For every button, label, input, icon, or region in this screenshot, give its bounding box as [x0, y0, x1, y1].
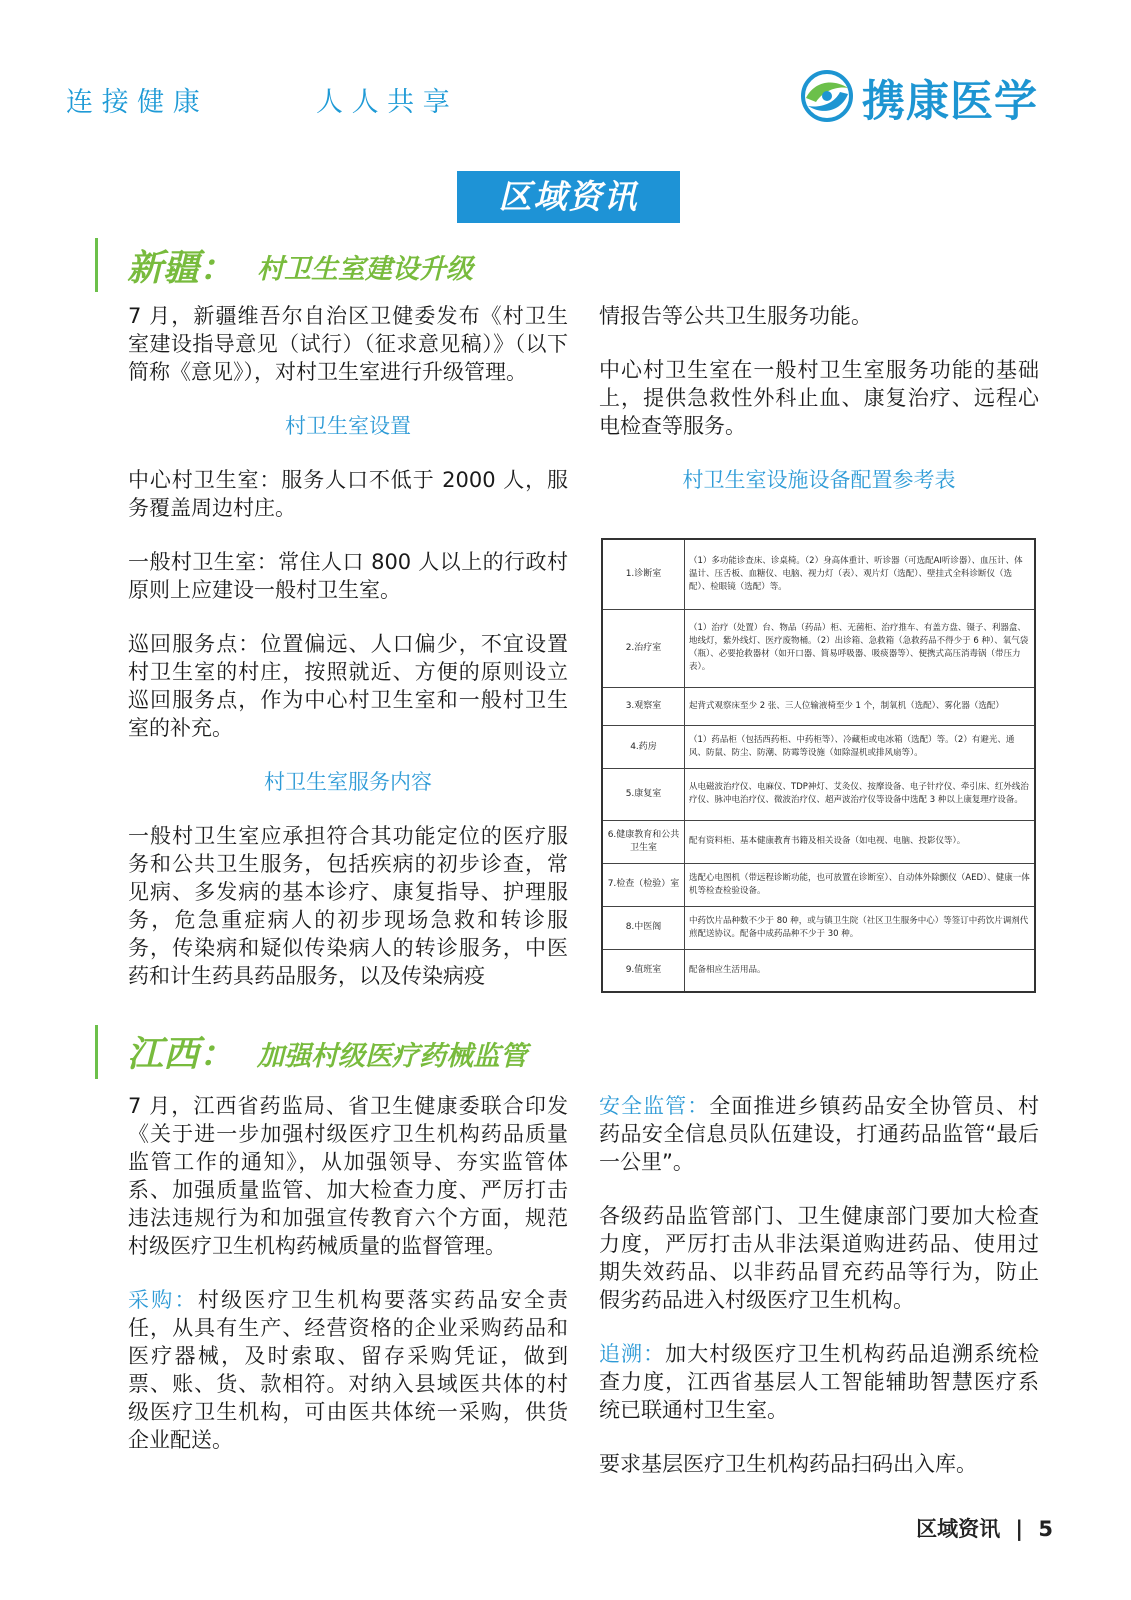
jiangxi-region-title: 江西：	[127, 1034, 236, 1075]
table-cell-room: 8.中医阁	[602, 906, 685, 949]
crackdown-text: 各级药品监管部门、卫生健康部门要加大检查力度，严厉打击从非法渠道购进药品、使用过期失效药品、以非药品冒充药品等行为，防止假劣药品进入村级医疗卫生机构。	[599, 1204, 1039, 1312]
table-row	[602, 687, 1035, 726]
table-cell-equipment: 起背式观察床至少 2 张、三人位输液椅至少 1 个，制氧机（选配）、雾化器（选配）	[685, 687, 1036, 726]
page-number: 5	[1038, 1517, 1053, 1541]
table-row	[602, 906, 1035, 949]
xinjiang-subtitle: 村卫生室建设升级	[257, 254, 473, 285]
services-text: 一般村卫生室应承担符合其功能定位的医疗服务和公共卫生服务，包括疾病的初步诊查，常见病、多发病的基本诊疗、康复指导、护理服务，危急重症病人的初步现场急救和转诊服务，传染病和疑似传染病人的转诊服务，中医药和计生药具药品服务，以及传染病疫	[128, 824, 568, 988]
table-row	[602, 539, 1035, 610]
jiangxi-right-column	[599, 1092, 1039, 1478]
section-banner: 区域资讯	[457, 171, 680, 223]
footer-separator: |	[1015, 1517, 1024, 1541]
trace-paragraph	[599, 1340, 1039, 1424]
safety-label: 安全监管：	[599, 1094, 710, 1118]
table-row	[602, 863, 1035, 906]
xinjiang-right-column	[599, 302, 1039, 494]
table-cell-equipment: （1）治疗（处置）台、物品（药品）柜、无菌柜、治疗推车、有盖方盘、镊子、利器盒、地线灯，紫外线灯、医疗废物桶。（2）出诊箱、急救箱（急救药品不得少于 6 种）、氧气袋（瓶）、必要抢救器材（如开口器、简易呼吸器、吸痰器等）、便携式高压消毒锅（带压力表）。	[685, 610, 1036, 687]
safety-paragraph	[599, 1092, 1039, 1176]
table-row	[602, 610, 1035, 687]
table-cell-room: 3.观察室	[602, 687, 685, 726]
services-subheading: 村卫生室服务内容	[264, 770, 432, 794]
xinjiang-region-title: 新疆：	[127, 248, 236, 289]
table-cell-room: 1.诊断室	[602, 539, 685, 610]
jiangxi-subtitle: 加强村级医疗药械监管	[257, 1041, 527, 1072]
table-row	[602, 949, 1035, 992]
footer-section: 区域资讯	[916, 1517, 1001, 1541]
table-row	[602, 726, 1035, 769]
settings-subheading: 村卫生室设置	[285, 414, 411, 438]
brand-logo	[798, 66, 1078, 126]
slogan-right: 人 人 共 享	[316, 87, 450, 118]
table-row	[602, 769, 1035, 821]
central-clinic-text: 中心村卫生室：服务人口不低于 2000 人，服务覆盖周边村庄。	[128, 468, 568, 520]
table-cell-equipment: （1）药品柜（包括西药柜、中药柜等）、冷藏柜或电冰箱（选配）等。（2）有避光、通风、防鼠、防尘、防潮、防霉等设施（如除湿机或排风扇等）。	[685, 726, 1036, 769]
purchase-label: 采购：	[128, 1288, 198, 1312]
slogan-left: 连 接 健 康	[66, 87, 200, 118]
table-cell-equipment: 选配心电图机（带远程诊断功能，也可放置在诊断室）、自动体外除颤仪（AED）、健康一体机等检查检验设备。	[685, 863, 1036, 906]
jiangxi-left-column	[128, 1092, 568, 1454]
jiangxi-intro: 7 月，江西省药监局、省卫生健康委联合印发《关于进一步加强村级医疗卫生机构药品质量监管工作的通知》，从加强领导、夯实监管体系、加强质量监管、加大检查力度、严厉打击违法违规行为和加强宣传教育六个方面，规范村级医疗卫生机构药械质量的监督管理。	[128, 1094, 568, 1258]
table-cell-equipment: 配备相应生活用品。	[685, 949, 1036, 992]
logo-hands-icon	[798, 68, 858, 124]
purchase-text: 村级医疗卫生机构要落实药品安全责任，从具有生产、经营资格的企业采购药品和医疗器械，及时索取、留存采购凭证，做到票、账、货、款相符。对纳入县域医共体的村级医疗卫生机构，可由医共体统一采购，供货企业配送。	[128, 1288, 569, 1452]
table-cell-room: 2.治疗室	[602, 610, 685, 687]
table-cell-room: 7.检查（检验）室	[602, 863, 685, 906]
table-cell-equipment: 从电磁波治疗仪、电麻仪、TDP神灯、艾灸仪、按摩设备、电子针疗仪、牵引床、红外线治疗仪、脉冲电治疗仪、微波治疗仪、超声波治疗仪等设备中选配 3 种以上康复理疗设备。	[685, 769, 1036, 821]
xinjiang-left-column	[128, 302, 568, 990]
purchase-paragraph	[128, 1286, 568, 1454]
table-cell-room: 6.健康教育和公共卫生室	[602, 820, 685, 863]
section-accent-bar	[95, 238, 98, 292]
logo-text: 携康医学	[862, 77, 1038, 127]
equipment-table	[601, 538, 1036, 993]
general-clinic-text: 一般村卫生室：常住人口 800 人以上的行政村原则上应建设一般村卫生室。	[128, 550, 568, 602]
table-cell-room: 9.值班室	[602, 949, 685, 992]
xinjiang-intro: 7 月，新疆维吾尔自治区卫健委发布《村卫生室建设指导意见（试行）（征求意见稿）》（以下简称《意见》），对村卫生室进行升级管理。	[128, 304, 568, 384]
central-services-text: 中心村卫生室在一般村卫生室服务功能的基础上，提供急救性外科止血、康复治疗、远程心电检查等服务。	[599, 358, 1039, 438]
patrol-point-text: 巡回服务点：位置偏远、人口偏少，不宜设置村卫生室的村庄，按照就近、方便的原则设立巡回服务点，作为中心村卫生室和一般村卫生室的补充。	[128, 632, 568, 740]
table-row	[602, 820, 1035, 863]
equipment-table-title: 村卫生室设施设备配置参考表	[682, 468, 956, 492]
section-accent-bar	[95, 1025, 98, 1079]
table-cell-room: 5.康复室	[602, 769, 685, 821]
trace-label: 追溯：	[599, 1342, 666, 1366]
scan-text: 要求基层医疗卫生机构药品扫码出入库。	[599, 1452, 977, 1476]
page-footer	[916, 1513, 1053, 1543]
table-cell-equipment: 中药饮片品种数不少于 80 种，或与镇卫生院（社区卫生服务中心）等签订中药饮片调剂代煎配送协议。配备中成药品种不少于 30 种。	[685, 906, 1036, 949]
trace-text: 加大村级医疗卫生机构药品追溯系统检查力度，江西省基层人工智能辅助智慧医疗系统已联通村卫生室。	[599, 1342, 1040, 1422]
table-cell-room: 4.药房	[602, 726, 685, 769]
table-cell-equipment: （1）多功能诊查床、诊桌椅。（2）身高体重计、听诊器（可选配AI听诊器）、血压计、体温计、压舌板、血糖仪、电脑、视力灯（表）、观片灯（选配）、壁挂式全科诊断仪（选配）、检眼镜（选配）等。	[685, 539, 1036, 610]
table-cell-equipment: 配有资料柜、基本健康教育书籍及相关设备（如电视、电脑、投影仪等）。	[685, 820, 1036, 863]
services-continued-text: 情报告等公共卫生服务功能。	[599, 304, 872, 328]
safety-text: 全面推进乡镇药品安全协管员、村药品安全信息员队伍建设，打通药品监管“最后一公里”。	[599, 1094, 1040, 1174]
